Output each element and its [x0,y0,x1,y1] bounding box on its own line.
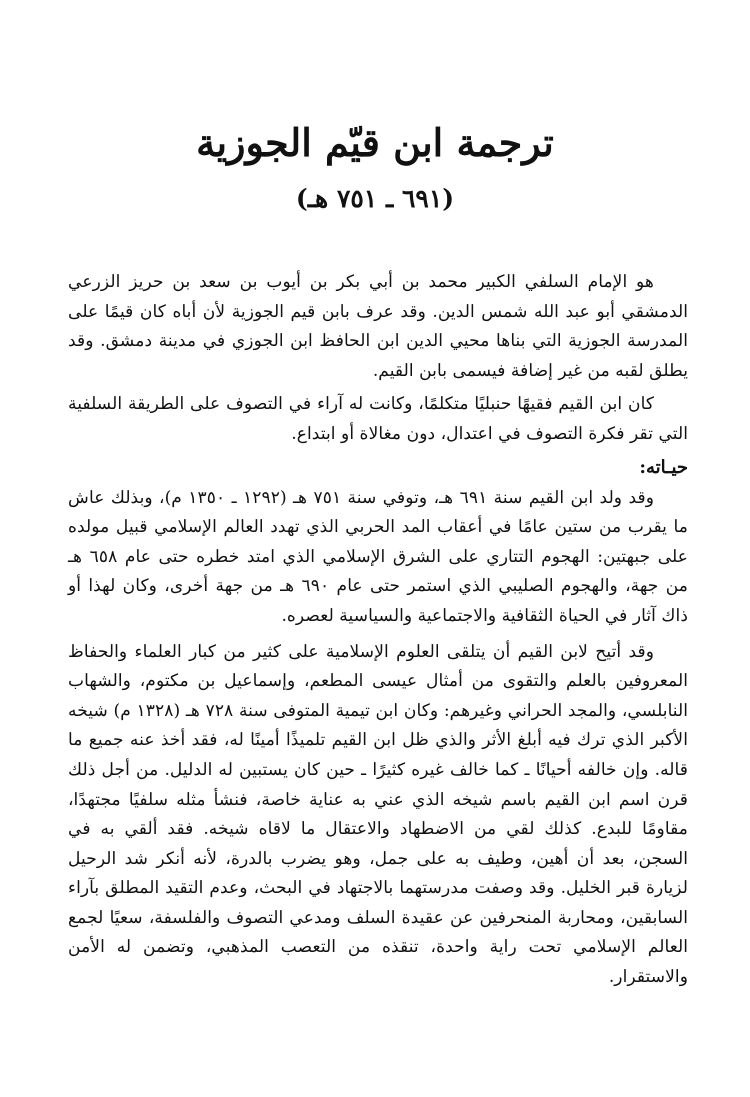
body-text [68,268,688,997]
intro-paragraph-2: كان ابن القيم فقيهًا حنبليًا متكلمًا، وكانت له آراء في التصوف على الطريقة السلفية التي تقر فكرة التصوف في اعتدال، دون مغالاة أو ابتداع. [68,394,688,444]
section-heading-life: حيـاته: [639,456,688,478]
page-title: ترجمة ابن قيّم الجوزية [196,120,554,165]
life-paragraph-1: وقد ولد ابن القيم سنة ٦٩١ هـ، وتوفي سنة ٧٥١ هـ (١٢٩٢ ـ ١٣٥٠ م)، وبذلك عاش ما يقرب من ستين عامًا في أعقاب المد الحربي الذي تهدد العالم الإسلامي قبيل مولده على جبهتين: الهجوم التتاري على الشرق الإسلامي الذي امتد خطره حتى عام ٦٥٨ هـ من جهة، والهجوم الصليبي الذي استمر حتى عام ٦٩٠ هـ من جهة أخرى، وكان لهذا أو ذاك آثار في الحياة الثقافية والاجتماعية والسياسية لعصره. [68,487,688,626]
intro-paragraph-1: هو الإمام السلفي الكبير محمد بن أبي بكر بن أيوب بن سعد بن حريز الزرعي الدمشقي أبو عبد الله شمس الدين. وقد عرف بابن قيم الجوزية لأن أباه كان قيمًا على المدرسة الجوزية التي بناها محيي الدين ابن الحافظ ابن الجوزي في مدينة دمشق. وقد يطلق لقبه من غير إضافة فيسمى بابن القيم. [68,272,688,381]
life-dates: (٦٩١ ـ ٧٥١ هـ) [295,184,455,213]
life-paragraph-2: وقد أتيح لابن القيم أن يتلقى العلوم الإسلامية على كثير من كبار العلماء والحفاظ المعروفين بالعلم والتقوى من أمثال عيسى المطعم، وإسماعيل بن مكتوم، والشهاب النابلسي، والمجد الحراني وغيرهم: وكان ابن تيمية المتوفى سنة ٧٢٨ هـ (١٣٢٨ م) شيخه الأكبر الذي ترك فيه أبلغ الأثر والذي ظل ابن القيم تلميذًا أمينًا له، فقد أخذ عنه جميع ما قاله. وإن خالفه أحيانًا ـ كما خالف غيره كثيرًا ـ حين كان يستبين له الدليل. من أجل ذلك قرن اسم ابن القيم باسم شيخه الذي عني به عناية خاصة، فنشأ مثله سلفيًا مجتهدًا، مقاومًا للبدع. كذلك لقي من الاضطهاد والاعتقال ما لاقاه شيخه. فقد ألقي به في السجن، بعد أن أهين، وطيف به على جمل، وهو يضرب بالدرة، لأنه أنكر شد الرحيل لزيارة قبر الخليل. وقد وصفت مدرستهما بالاجتهاد في البحث، وعدم التقيد المطلق بآراء السابقين، ومحاربة المنحرفين عن عقيدة السلف ومدعي التصوف والفلسفة، سعيًا لجمع العالم الإسلامي تحت راية واحدة، تنقذه من التعصب المذهبي، وتضمن له الأمن والاستقرار. [68,641,689,988]
